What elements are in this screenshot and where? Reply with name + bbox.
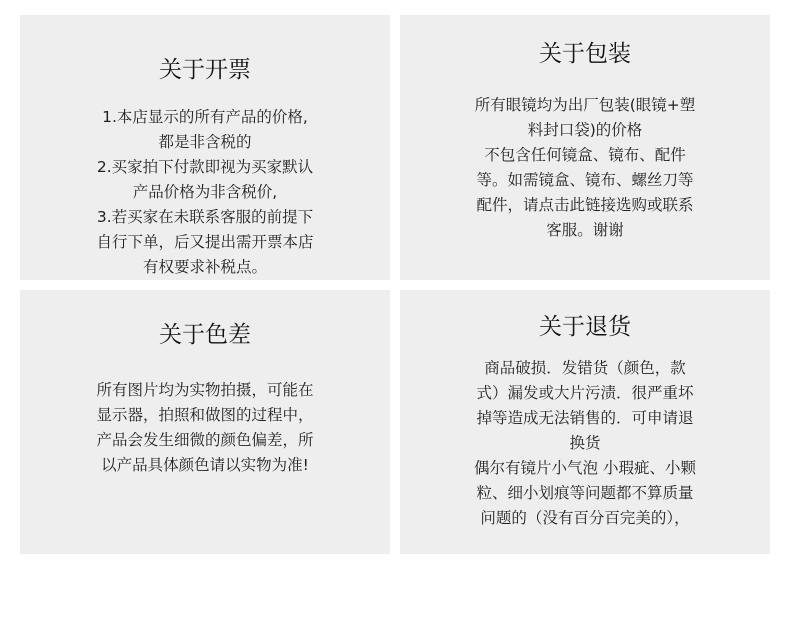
text-line: 商品破损．发错货（颜色，款 xyxy=(484,359,686,377)
invoice-card-text xyxy=(20,105,390,280)
text-line: 等。如需镜盒、镜布、螺丝刀等 xyxy=(476,171,694,189)
text-line: 显示器，拍照和做图的过程中， xyxy=(96,406,314,424)
return-card-text xyxy=(400,356,770,531)
text-line: 换货 xyxy=(569,434,601,452)
color-difference-card xyxy=(20,290,390,554)
text-line: 配件，请点击此链接选购或联系 xyxy=(476,196,694,214)
text-line: 掉等造成无法销售的．可申请退 xyxy=(476,409,694,427)
text-line: 产品会发生细微的颜色偏差，所 xyxy=(96,431,314,449)
text-line: 式）漏发或大片污渍．很严重坏 xyxy=(476,384,694,402)
color-card-text xyxy=(20,378,390,478)
text-line: 粒、细小划痕等问题都不算质量 xyxy=(476,484,694,502)
text-line: 有权要求补税点。 xyxy=(142,258,267,276)
text-line: 产品价格为非含税价, xyxy=(132,183,278,201)
text-line: 都是非含税的 xyxy=(158,133,252,151)
text-line: 偶尔有镜片小气泡 小瑕疵、小颗 xyxy=(474,459,696,477)
text-line: 以产品具体颜色请以实物为准! xyxy=(101,456,309,474)
packaging-info-card xyxy=(400,15,770,280)
text-line: 不包含任何镜盒、镜布、配件 xyxy=(484,146,686,164)
text-line: 料封口袋)的价格 xyxy=(527,121,643,139)
text-line: 2.买家拍下付款即视为买家默认 xyxy=(96,158,314,176)
return-policy-card xyxy=(400,290,770,554)
text-line: 1.本店显示的所有产品的价格, xyxy=(102,108,308,126)
invoice-info-card xyxy=(20,15,390,280)
return-card-title: 关于退货 xyxy=(539,314,631,340)
text-line: 客服。谢谢 xyxy=(546,221,624,239)
text-line: 所有图片均为实物拍摄，可能在 xyxy=(96,381,314,399)
text-line: 自行下单，后又提出需开票本店 xyxy=(96,233,314,251)
color-card-title: 关于色差 xyxy=(159,322,251,348)
invoice-card-title: 关于开票 xyxy=(159,57,251,83)
packaging-card-title: 关于包装 xyxy=(539,41,631,67)
packaging-card-text xyxy=(400,93,770,243)
text-line: 3.若买家在未联系客服的前提下 xyxy=(96,208,314,226)
text-line: 所有眼镜均为出厂包装(眼镜+塑 xyxy=(474,96,696,114)
text-line: 问题的（没有百分百完美的）， xyxy=(480,509,690,527)
